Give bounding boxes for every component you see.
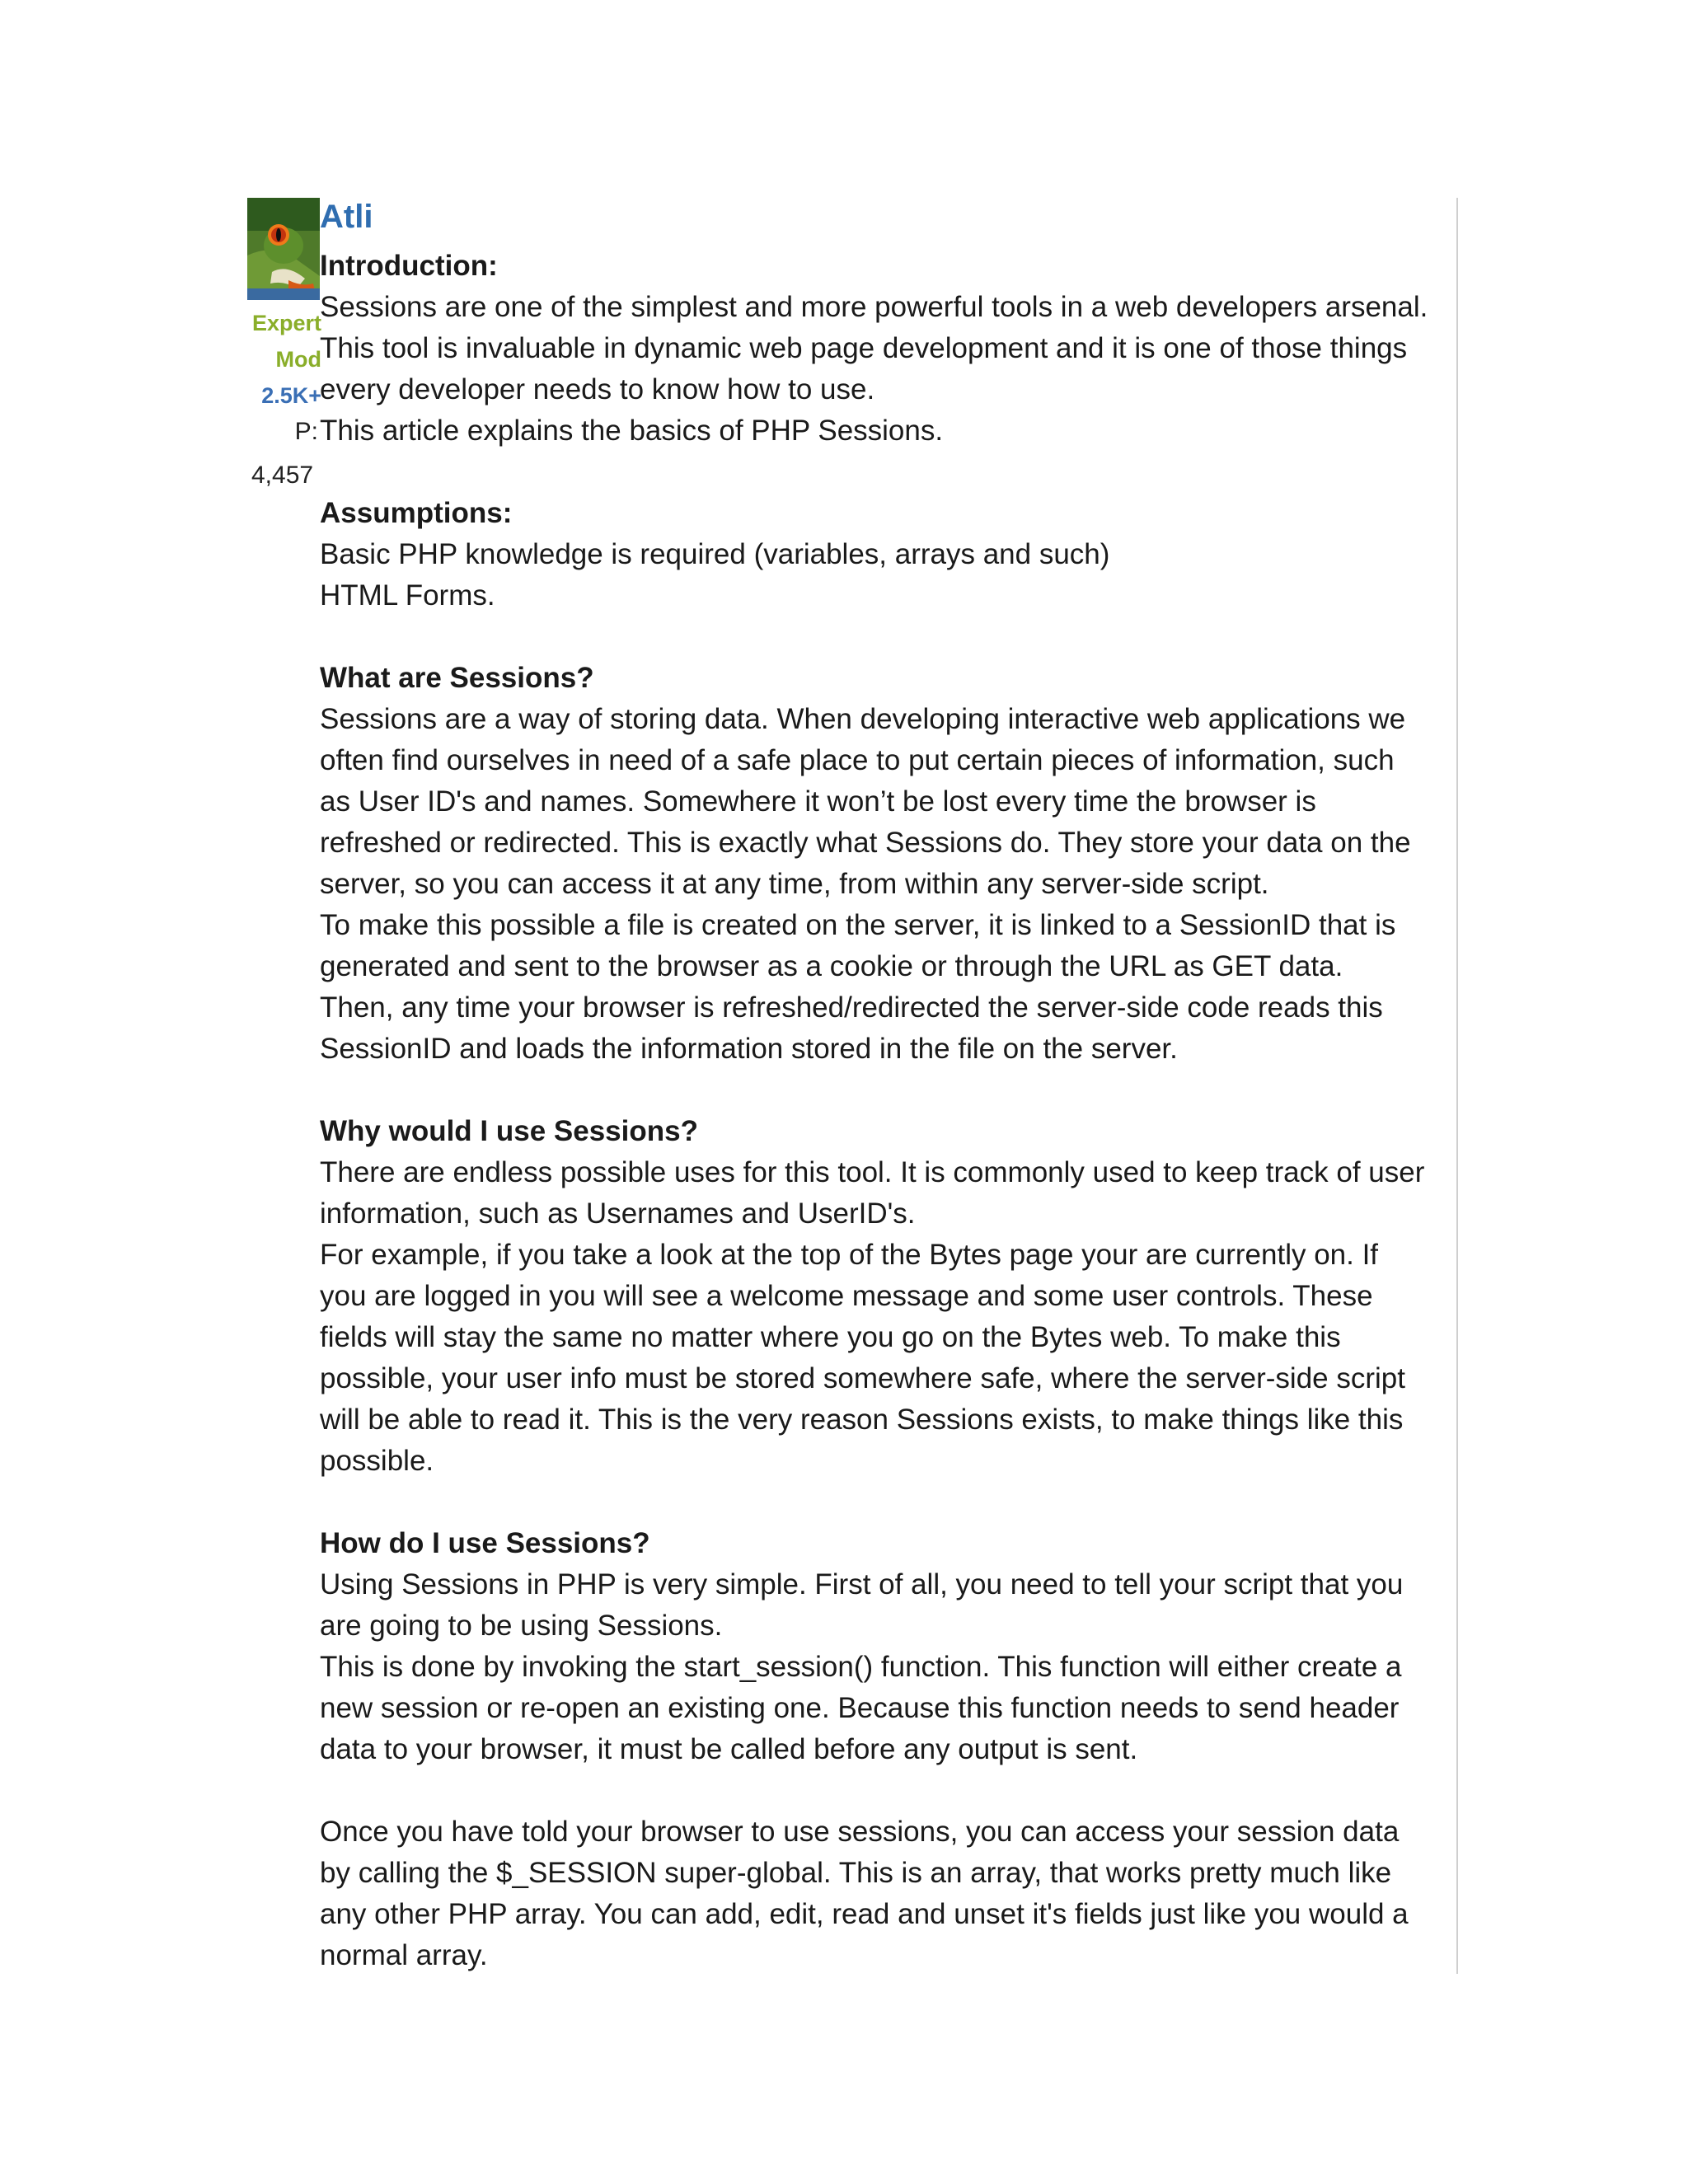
section-why-use-sessions	[320, 1111, 1432, 1482]
section-paragraph: This article explains the basics of PHP Sessions.	[320, 415, 944, 447]
section-session-superglobal	[320, 1811, 1432, 1976]
section-paragraph: Then, any time your browser is refreshed/redirected the server-side code reads this SessionID and loads the information stored in the file on the server.	[320, 991, 1383, 1065]
section-paragraph: To make this possible a file is created on the server, it is linked to a SessionID that is generated and sent to the browser as a cookie or through the URL as GET data.	[320, 909, 1396, 982]
section-paragraph: Once you have told your browser to use sessions, you can access your session data by calling the $_SESSION super-global. This is an array, that works pretty much like any other PHP array. You can add, edit, read and unset it's fields just like you would a normal array.	[320, 1816, 1409, 1971]
section-paragraph: HTML Forms.	[320, 579, 495, 612]
author-name-link[interactable]: Atli	[320, 199, 373, 235]
section-introduction	[320, 246, 1432, 452]
section-heading: Why would I use Sessions?	[320, 1115, 698, 1147]
section-paragraph: Sessions are a way of storing data. When developing interactive web applications we often find ourselves in need of a safe place to put certain pieces of information, such as User ID's and names. Somewhere it won’t be lost every time the browser is refreshed or redirected. This is exactly what Sessions do. They store your data on the server, so you can access it at any time, from within any server-side script.	[320, 703, 1411, 900]
post-content	[320, 194, 1432, 2018]
section-what-are-sessions	[320, 658, 1432, 1070]
section-paragraph: This is done by invoking the start_session() function. This function will either create a new session or re-open an existing one. Because this function needs to send header data to your browser, it must be called before any output is sent.	[320, 1651, 1402, 1765]
section-heading: What are Sessions?	[320, 662, 594, 694]
user-info-panel	[247, 198, 321, 450]
section-heading: Assumptions:	[320, 497, 513, 529]
expert-badge: Expert	[251, 311, 321, 335]
section-paragraph: There are endless possible uses for this tool. It is commonly used to keep track of user information, such as Usernames and UserID's.	[320, 1156, 1425, 1230]
column-divider	[1456, 198, 1458, 1974]
section-assumptions	[320, 493, 1432, 616]
section-paragraph: Using Sessions in PHP is very simple. First of all, you need to tell your script that you are going to be using Sessions.	[320, 1568, 1404, 1642]
mod-badge: Mod	[275, 347, 321, 372]
reputation-badge: 2.5K+	[261, 383, 321, 408]
tree-frog-avatar-icon[interactable]	[247, 198, 320, 300]
section-heading: Introduction:	[320, 250, 498, 282]
section-paragraph: For example, if you take a look at the top of the Bytes page your are currently on. If you are logged in you will see a welcome message and some user controls. These fields will stay the same no matter where you go on the Bytes web. To make this possible, your user info must be stored somewhere safe, where the server-side script will be able to read it. This is the very reason Sessions exists, to make things like this possible.	[320, 1239, 1405, 1477]
section-paragraph: Sessions are one of the simplest and more powerful tools in a web developers arsenal. This tool is invaluable in dynamic web page development and it is one of those things every developer needs to know how to use.	[320, 291, 1428, 405]
section-how-use-sessions	[320, 1523, 1432, 1770]
posts-label: P:	[294, 418, 318, 445]
posts-count: 4,457	[251, 462, 314, 489]
section-heading: How do I use Sessions?	[320, 1527, 650, 1559]
section-paragraph: Basic PHP knowledge is required (variables, arrays and such)	[320, 538, 1110, 570]
